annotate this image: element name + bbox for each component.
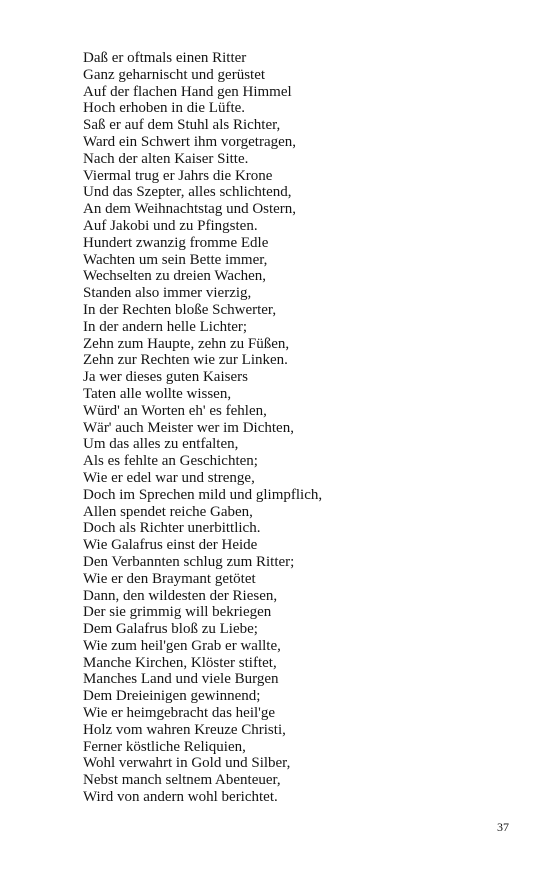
poem-line: Wechselten zu dreien Wachen, (83, 268, 267, 285)
poem-line: In der Rechten bloße Schwerter, (83, 301, 277, 318)
poem-line: Wie zum heil'gen Grab er wallte, (83, 637, 281, 654)
poem-line: Manche Kirchen, Klöster stiftet, (83, 654, 277, 671)
poem-line: Nebst manch seltnem Abenteuer, (83, 772, 281, 789)
poem-line: Ferner köstliche Reliquien, (83, 738, 246, 755)
poem-line: Zehn zur Rechten wie zur Linken. (83, 352, 288, 369)
poem-line: Wär' auch Meister wer im Dichten, (83, 419, 294, 436)
poem-line: In der andern helle Lichter; (83, 318, 248, 335)
poem-line: Wie er edel war und strenge, (83, 469, 255, 486)
poem-line: Den Verbannten schlug zum Ritter; (83, 553, 295, 570)
page-number: 37 (497, 820, 509, 834)
poem-line: Allen spendet reiche Gaben, (83, 503, 253, 520)
poem-line: Hundert zwanzig fromme Edle (83, 234, 269, 251)
poem-line: Hoch erhoben in die Lüfte. (83, 100, 246, 117)
poem-line: An dem Weihnachtstag und Ostern, (83, 201, 297, 218)
poem-line: Ja wer dieses guten Kaisers (83, 369, 248, 386)
poem-line: Wie Galafrus einst der Heide (83, 537, 258, 554)
poem-line: Manches Land und viele Burgen (83, 671, 279, 688)
poem-line: Dem Galafrus bloß zu Liebe; (83, 621, 258, 638)
poem-line: Viermal trug er Jahrs die Krone (83, 167, 273, 184)
poem-line: Saß er auf dem Stuhl als Richter, (83, 117, 281, 134)
poem-line: Ward ein Schwert ihm vorgetragen, (83, 133, 297, 150)
poem-line: Der sie grimmig will bekriegen (83, 604, 272, 621)
poem-line: Um das alles zu entfalten, (83, 436, 239, 453)
poem-line: Daß er oftmals einen Ritter (83, 50, 247, 66)
poem-line: Holz vom wahren Kreuze Christi, (83, 721, 286, 738)
poem-line: Dann, den wildesten der Riesen, (83, 587, 278, 604)
poem-line: Doch als Richter unerbittlich. (83, 520, 261, 537)
poem-line: Standen also immer vierzig, (83, 285, 252, 302)
poem-line: Wird von andern wohl berichtet. (83, 789, 278, 806)
poem-text (83, 50, 503, 806)
poem-line: Doch im Sprechen mild und glimpflich, (83, 486, 323, 503)
poem-line: Nach der alten Kaiser Sitte. (83, 150, 249, 167)
poem-line: Taten alle wollte wissen, (83, 385, 232, 402)
poem-line: Würd' an Worten eh' es fehlen, (83, 402, 267, 419)
poem-line: Auf Jakobi und zu Pfingsten. (83, 217, 258, 234)
poem-line: Und das Szepter, alles schlichtend, (83, 184, 292, 201)
poem-line: Wie er heimgebracht das heil'ge (83, 705, 276, 722)
poem-line: Dem Dreieinigen gewinnend; (83, 688, 261, 705)
poem-line: Auf der flachen Hand gen Himmel (83, 83, 292, 100)
poem-line: Als es fehlte an Geschichten; (83, 453, 258, 470)
poem-line: Wachten um sein Bette immer, (83, 251, 268, 268)
poem-line: Ganz geharnischt und gerüstet (83, 66, 266, 83)
poem-line: Wie er den Braymant getötet (83, 570, 256, 587)
poem-line: Zehn zum Haupte, zehn zu Füßen, (83, 335, 290, 352)
poem-line: Wohl verwahrt in Gold und Silber, (83, 755, 291, 772)
